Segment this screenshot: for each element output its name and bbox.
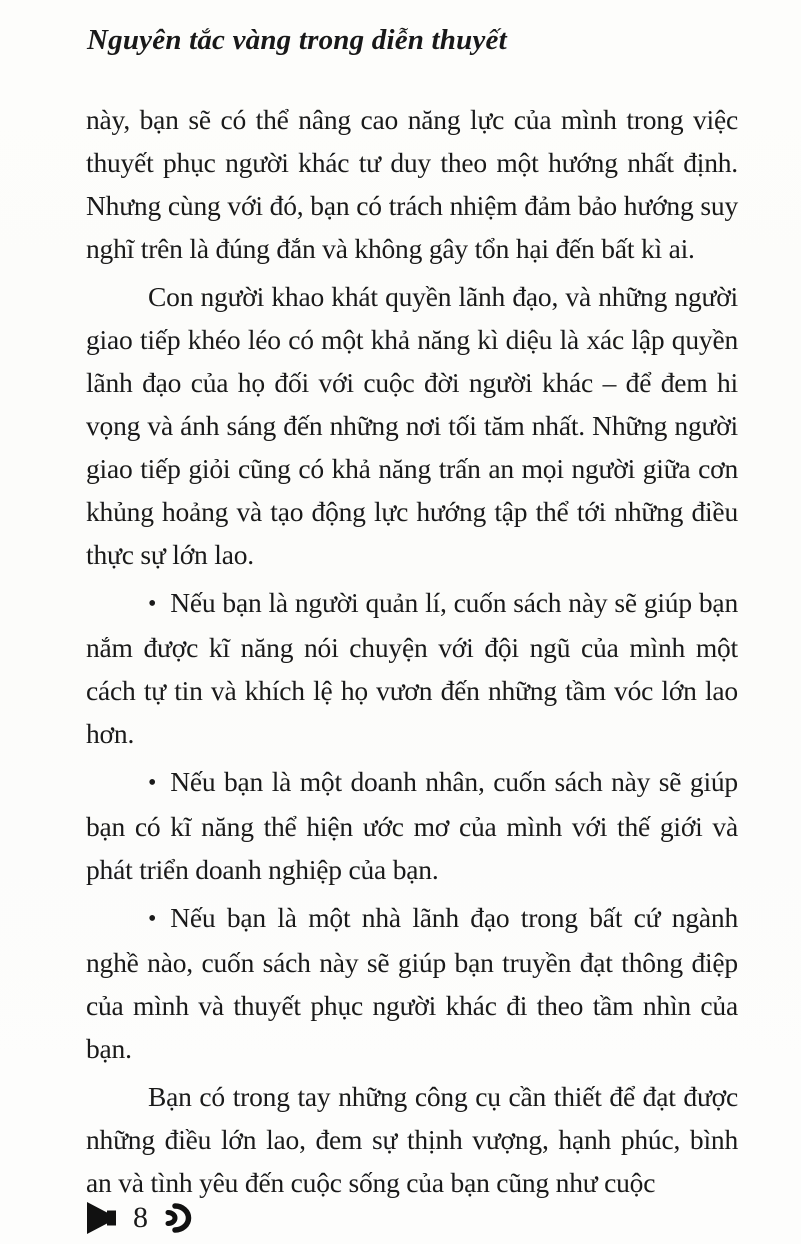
bullet-icon: • — [148, 591, 157, 617]
book-title: Nguyên tắc vàng trong diễn thuyết — [87, 24, 507, 56]
bullet-text: Nếu bạn là một doanh nhân, cuốn sách này sẽ giúp bạn có kĩ năng thể hiện ước mơ của mình với thế giới và phát triển doanh nghiệp của bạn. — [86, 766, 738, 885]
speaker-icon — [86, 1201, 118, 1235]
paragraph-continuation: này, bạn sẽ có thể nâng cao năng lực của mình trong việc thuyết phục người khác tư duy theo một hướng nhất định. Nhưng cùng với đó, bạn có trách nhiệm đảm bảo hướng suy nghĩ trên là đúng đắn và không gây tổn hại đến bất kì ai. — [86, 104, 738, 264]
page-body — [86, 98, 738, 1209]
bullet-text: Nếu bạn là người quản lí, cuốn sách này sẽ giúp bạn nắm được kĩ năng nói chuyện với đội ngũ của mình một cách tự tin và khích lệ họ vươn đến những tầm vóc lớn lao hơn. — [86, 587, 738, 749]
paragraph: Con người khao khát quyền lãnh đạo, và những người giao tiếp khéo léo có một khả năng kì diệu là xác lập quyền lãnh đạo của họ đối với cuộc đời người khác – để đem hi vọng và ánh sáng đến những nơi tối tăm nhất. Những người giao tiếp giỏi cũng có khả năng trấn an mọi người giữa cơn khủng hoảng và tạo động lực hướng tập thể tới những điều thực sự lớn lao. — [86, 281, 738, 570]
bullet-item — [86, 760, 738, 891]
running-header — [87, 24, 507, 57]
sound-waves-icon — [163, 1200, 193, 1236]
page-number: 8 — [133, 1201, 148, 1234]
paragraph: Bạn có trong tay những công cụ cần thiết để đạt được những điều lớn lao, đem sự thịnh vượng, hạnh phúc, bình an và tình yêu đến cuộc sống của bạn cũng như cuộc — [86, 1081, 738, 1198]
bullet-icon: • — [148, 770, 157, 796]
bullet-text: Nếu bạn là một nhà lãnh đạo trong bất cứ ngành nghề nào, cuốn sách này sẽ giúp bạn truyền đạt thông điệp của mình và thuyết phục người khác đi theo tầm nhìn của bạn. — [86, 902, 738, 1064]
bullet-icon: • — [148, 906, 157, 932]
page-footer — [86, 1198, 193, 1238]
bullet-item — [86, 581, 738, 755]
bullet-item — [86, 896, 738, 1070]
